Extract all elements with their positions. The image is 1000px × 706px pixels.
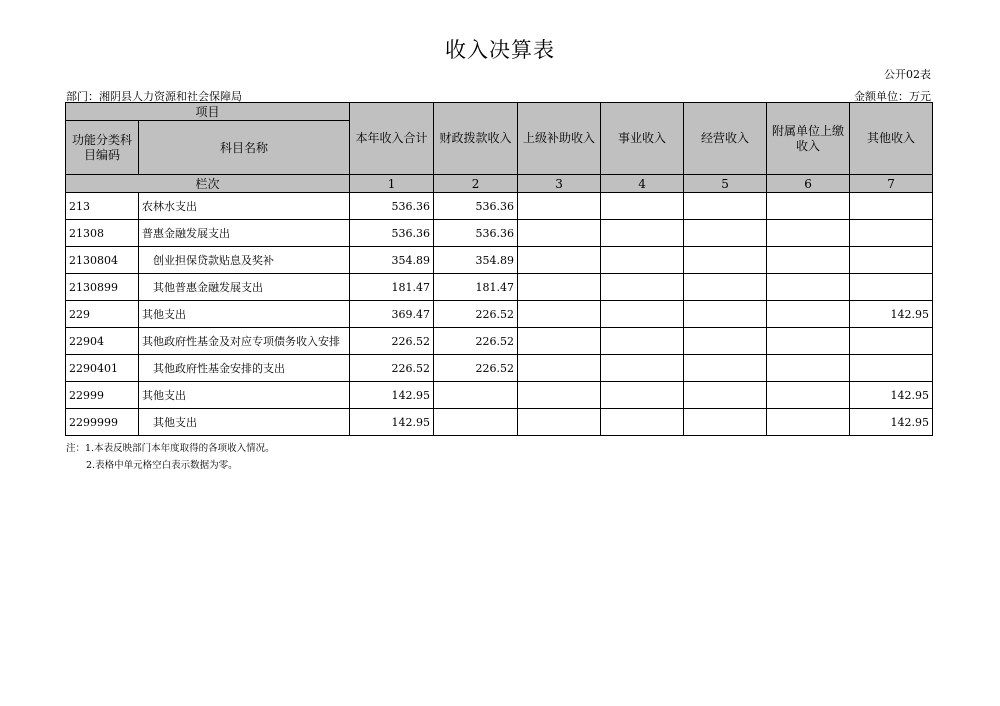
cell-total: 369.47 bbox=[350, 301, 434, 328]
cell-fiscal: 226.52 bbox=[434, 355, 518, 382]
cell-fiscal: 536.36 bbox=[434, 220, 518, 247]
cell-other bbox=[850, 247, 933, 274]
cell-name: 其他支出 bbox=[139, 409, 350, 436]
cell-affiliated bbox=[767, 274, 850, 301]
header-row-index-label: 栏次 bbox=[66, 175, 350, 193]
cell-total: 536.36 bbox=[350, 220, 434, 247]
cell-other: 142.95 bbox=[850, 382, 933, 409]
header-affiliated: 附属单位上缴收入 bbox=[767, 103, 850, 175]
cell-operating bbox=[684, 328, 767, 355]
cell-total: 226.52 bbox=[350, 355, 434, 382]
cell-business bbox=[601, 355, 684, 382]
header-index: 5 bbox=[684, 175, 767, 193]
footnote-1: 注：1.本表反映部门本年度取得的各项收入情况。 bbox=[66, 443, 275, 454]
cell-operating bbox=[684, 355, 767, 382]
cell-superior bbox=[518, 382, 601, 409]
header-index: 6 bbox=[767, 175, 850, 193]
cell-other bbox=[850, 355, 933, 382]
cell-name: 其他支出 bbox=[139, 301, 350, 328]
table-row bbox=[66, 247, 933, 274]
table-row bbox=[66, 355, 933, 382]
header-subject-name: 科目名称 bbox=[139, 121, 350, 175]
header-total: 本年收入合计 bbox=[350, 103, 434, 175]
cell-other: 142.95 bbox=[850, 301, 933, 328]
cell-code: 2290401 bbox=[66, 355, 139, 382]
cell-superior bbox=[518, 301, 601, 328]
cell-name: 农林水支出 bbox=[139, 193, 350, 220]
form-code: 公开02表 bbox=[884, 68, 931, 81]
cell-total: 226.52 bbox=[350, 328, 434, 355]
cell-fiscal: 536.36 bbox=[434, 193, 518, 220]
header-business: 事业收入 bbox=[601, 103, 684, 175]
table-row bbox=[66, 220, 933, 247]
cell-superior bbox=[518, 220, 601, 247]
cell-operating bbox=[684, 193, 767, 220]
footnotes bbox=[66, 440, 275, 474]
cell-name: 创业担保贷款贴息及奖补 bbox=[139, 247, 350, 274]
cell-name: 其他政府性基金及对应专项债务收入安排 bbox=[139, 328, 350, 355]
cell-name: 其他普惠金融发展支出 bbox=[139, 274, 350, 301]
cell-operating bbox=[684, 301, 767, 328]
cell-affiliated bbox=[767, 328, 850, 355]
header-index: 1 bbox=[350, 175, 434, 193]
cell-superior bbox=[518, 355, 601, 382]
cell-code: 2130804 bbox=[66, 247, 139, 274]
cell-other: 142.95 bbox=[850, 409, 933, 436]
header-func-code: 功能分类科目编码 bbox=[66, 121, 139, 175]
cell-affiliated bbox=[767, 301, 850, 328]
table-row bbox=[66, 301, 933, 328]
header-index: 3 bbox=[518, 175, 601, 193]
cell-business bbox=[601, 382, 684, 409]
cell-code: 213 bbox=[66, 193, 139, 220]
cell-code: 21308 bbox=[66, 220, 139, 247]
header-operating: 经营收入 bbox=[684, 103, 767, 175]
cell-other bbox=[850, 328, 933, 355]
header-index: 2 bbox=[434, 175, 518, 193]
cell-operating bbox=[684, 274, 767, 301]
cell-business bbox=[601, 220, 684, 247]
unit-label: 金额单位：万元 bbox=[854, 90, 931, 103]
cell-total: 181.47 bbox=[350, 274, 434, 301]
cell-fiscal: 226.52 bbox=[434, 301, 518, 328]
cell-code: 22999 bbox=[66, 382, 139, 409]
cell-other bbox=[850, 274, 933, 301]
page-title: 收入决算表 bbox=[445, 38, 555, 62]
header-project: 项目 bbox=[66, 103, 350, 121]
cell-fiscal: 354.89 bbox=[434, 247, 518, 274]
footnote-2: 2.表格中单元格空白表示数据为零。 bbox=[86, 460, 238, 471]
cell-business bbox=[601, 328, 684, 355]
cell-other bbox=[850, 193, 933, 220]
cell-superior bbox=[518, 328, 601, 355]
cell-business bbox=[601, 274, 684, 301]
header-superior: 上级补助收入 bbox=[518, 103, 601, 175]
cell-affiliated bbox=[767, 220, 850, 247]
cell-superior bbox=[518, 409, 601, 436]
cell-fiscal: 181.47 bbox=[434, 274, 518, 301]
cell-name: 其他政府性基金安排的支出 bbox=[139, 355, 350, 382]
table-row bbox=[66, 193, 933, 220]
cell-superior bbox=[518, 274, 601, 301]
cell-superior bbox=[518, 193, 601, 220]
cell-affiliated bbox=[767, 382, 850, 409]
department-label: 部门：湘阴县人力资源和社会保障局 bbox=[66, 90, 242, 103]
header-other: 其他收入 bbox=[850, 103, 933, 175]
cell-code: 22904 bbox=[66, 328, 139, 355]
header-index: 4 bbox=[601, 175, 684, 193]
cell-affiliated bbox=[767, 409, 850, 436]
cell-total: 536.36 bbox=[350, 193, 434, 220]
cell-fiscal: 226.52 bbox=[434, 328, 518, 355]
cell-business bbox=[601, 301, 684, 328]
table-row bbox=[66, 328, 933, 355]
cell-business bbox=[601, 193, 684, 220]
cell-name: 普惠金融发展支出 bbox=[139, 220, 350, 247]
cell-superior bbox=[518, 247, 601, 274]
cell-affiliated bbox=[767, 193, 850, 220]
cell-total: 142.95 bbox=[350, 409, 434, 436]
table-row bbox=[66, 274, 933, 301]
income-table bbox=[65, 102, 933, 436]
cell-operating bbox=[684, 247, 767, 274]
cell-affiliated bbox=[767, 247, 850, 274]
cell-fiscal bbox=[434, 409, 518, 436]
header-fiscal: 财政拨款收入 bbox=[434, 103, 518, 175]
cell-operating bbox=[684, 382, 767, 409]
cell-name: 其他支出 bbox=[139, 382, 350, 409]
cell-operating bbox=[684, 220, 767, 247]
cell-code: 2130899 bbox=[66, 274, 139, 301]
header-index: 7 bbox=[850, 175, 933, 193]
cell-operating bbox=[684, 409, 767, 436]
table-row bbox=[66, 409, 933, 436]
cell-total: 354.89 bbox=[350, 247, 434, 274]
cell-affiliated bbox=[767, 355, 850, 382]
table-row bbox=[66, 382, 933, 409]
cell-business bbox=[601, 247, 684, 274]
cell-other bbox=[850, 220, 933, 247]
cell-code: 2299999 bbox=[66, 409, 139, 436]
cell-fiscal bbox=[434, 382, 518, 409]
cell-business bbox=[601, 409, 684, 436]
cell-code: 229 bbox=[66, 301, 139, 328]
cell-total: 142.95 bbox=[350, 382, 434, 409]
